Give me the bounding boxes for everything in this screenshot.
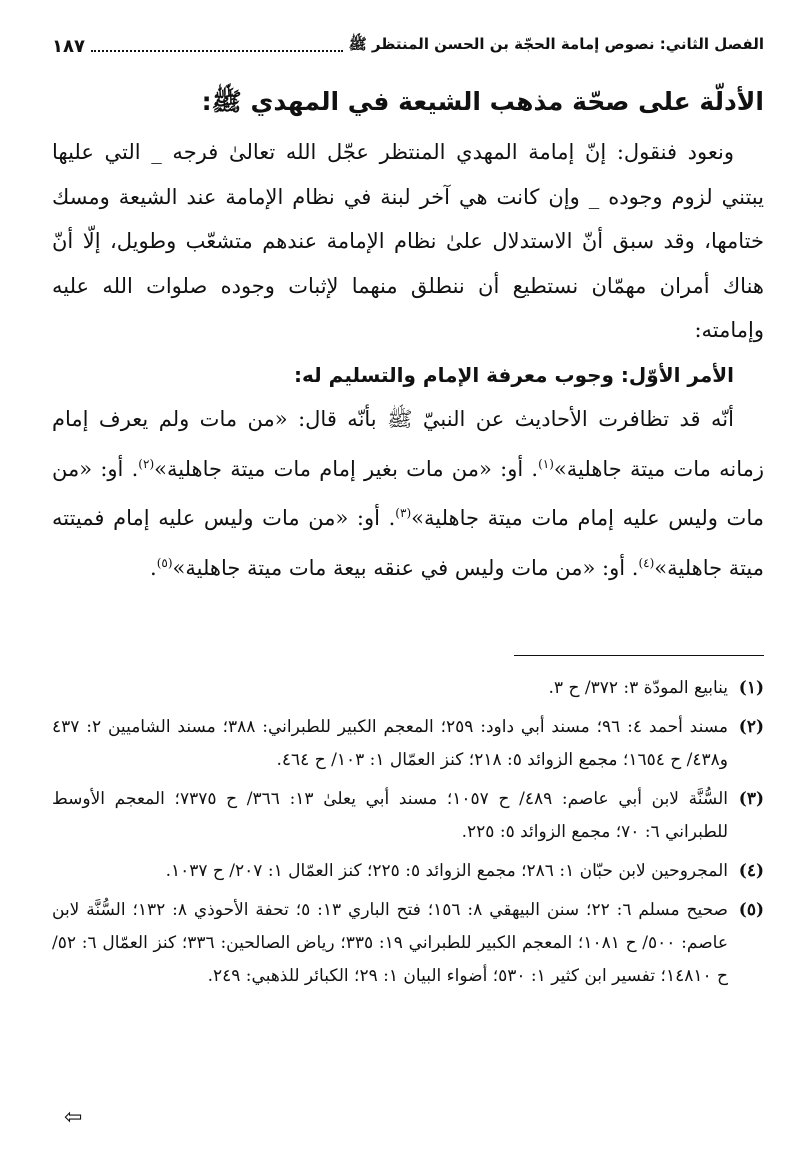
p2-text-3: . أو: «من مات وليس عليه إمام مات ميتة جاهلية»	[52, 456, 764, 530]
footnote-2	[52, 711, 764, 777]
p2-text-5: . أو: «من مات وليس في عنقه بيعة مات ميتة جاهلية»	[172, 555, 639, 580]
footnote-text: السُّنَّة لابن أبي عاصم: ٤٨٩/ ح ١٠٥٧؛ مسند أبي يعلىٰ ١٣: ٣٦٦/ ح ٧٣٧٥؛ المعجم الأوسط للطبراني ٦: ٧٠؛ مجمع الزوائد ٥: ٢٢٥.	[52, 789, 728, 842]
p2-text-4: . أو: «من مات وليس عليه إمام فميتته ميتة جاهلية»	[52, 506, 764, 580]
book-page	[52, 0, 764, 1166]
running-header	[52, 30, 764, 62]
footnote-ref-1[interactable]: (١)	[538, 456, 554, 471]
main-text	[52, 130, 764, 590]
footnote-number: (٣)	[738, 789, 764, 809]
footnote-number: (١)	[738, 678, 764, 698]
footnote-1	[52, 672, 764, 705]
footnotes	[52, 672, 764, 999]
footnote-ref-3[interactable]: (٣)	[395, 506, 412, 520]
footnote-text: صحيح مسلم ٦: ٢٢؛ سنن البيهقي ٨: ١٥٦؛ فتح الباري ١٣: ٥؛ تحفة الأحوذي ٨: ١٣٢؛ السُّنَّة لابن عاصم: ٥٠٠/ ح ١٠٨١؛ المعجم الكبير للطبراني ١٩: ٣٣٥؛ رياض الصالحين: ٣٣٦؛ كنز العمّال ٦: ٥٢/ ح ١٤٨١٠؛ تفسير ابن كثير ١: ٥٣٠؛ أضواء البيان ١: ٢٩؛ الكبائر للذهبي: ٢٤٩.	[52, 900, 728, 986]
paragraph-1: ونعود فنقول: إنّ إمامة المهدي المنتظر عجّل الله تعالىٰ فرجه _ التي عليها يبتني لزوم وجوده _ وإن كانت هي آخر لبنة في نظام الإمامة عند الشيعة ومسك ختامها، وقد سبق أنّ الاستدلال علىٰ نظام الإمامة عندهم متشعّب وطويل، إلّا أنّ هناك أمران مهمّان نستطيع أن ننطلق منهما لإثبات وجوده صلوات الله عليه وإمامته:	[52, 140, 764, 342]
footnote-ref-4[interactable]: (٤)	[638, 555, 655, 570]
footnote-number: (٥)	[738, 900, 764, 920]
footnote-ref-5[interactable]: (٥)	[156, 555, 173, 570]
next-page-arrow-icon[interactable]: ⇦	[64, 1105, 83, 1130]
paragraph-2	[52, 397, 764, 590]
footnote-text: ينابيع المودّة ٣: ٣٧٢/ ح ٣.	[548, 678, 728, 698]
p2-text-1: أنّه قد تظافرت الأحاديث عن النبيّ ﷺ بأنّه قال: «من مات ولم يعرف إمام زمانه مات ميتة جاهلية»	[52, 407, 764, 481]
footnote-4	[52, 855, 764, 888]
header-dotted-leader	[91, 40, 343, 52]
p2-text-end: .	[150, 555, 157, 580]
footnote-3	[52, 783, 764, 849]
footnote-text: مسند أحمد ٤: ٩٦؛ مسند أبي داود: ٢٥٩؛ المعجم الكبير للطبراني: ٣٨٨؛ مسند الشاميين ٢: ٤٣٧ و٤٣٨/ ح ١٦٥٤؛ مجمع الزوائد ٥: ٢١٨؛ كنز العمّال ١: ١٠٣/ ح ٤٦٤.	[52, 717, 729, 770]
page-number: ١٨٧	[52, 35, 85, 57]
section-heading: الأدلّة على صحّة مذهب الشيعة في المهدي ﷺ:	[201, 87, 764, 116]
footnote-5	[52, 894, 764, 993]
running-title: الفصل الثاني: نصوص إمامة الحجّة بن الحسن المنتظر ﷺ	[348, 35, 764, 53]
footnote-ref-2[interactable]: (٢)	[138, 456, 155, 471]
p2-text-2: . أو: «من مات بغير إمام مات ميتة جاهلية»	[154, 456, 539, 481]
footnote-number: (٢)	[738, 717, 764, 737]
footnote-divider	[514, 655, 764, 656]
subheading: الأمر الأوّل: وجوب معرفة الإمام والتسليم له:	[294, 362, 734, 387]
footnote-number: (٤)	[738, 861, 764, 881]
footnote-text: المجروحين لابن حبّان ١: ٢٨٦؛ مجمع الزوائد ٥: ٢٢٥؛ كنز العمّال ١: ٢٠٧/ ح ١٠٣٧.	[165, 861, 728, 881]
